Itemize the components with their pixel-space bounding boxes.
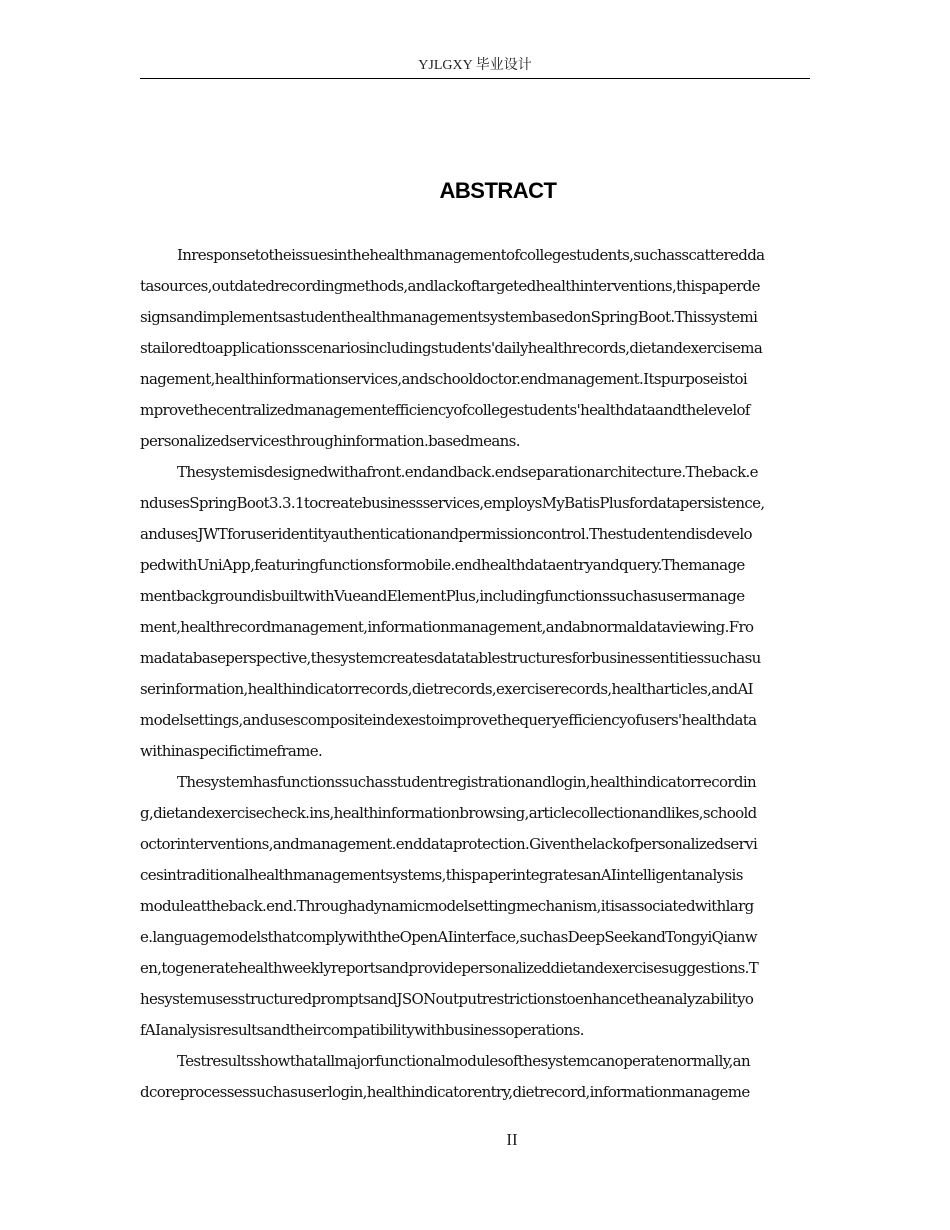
abstract-title: ABSTRACT	[439, 178, 557, 203]
paragraph-line: madatabaseperspective,thesystemcreatesdatatablestructuresforbusinessentitiessuchasu	[140, 649, 761, 667]
paragraph-line: cesintraditionalhealthmanagementsystems,thispaperintegratesanAIintelligentanalysis	[140, 866, 743, 884]
abstract-paragraph	[140, 1046, 812, 1108]
paragraph-line: Thesystemisdesignedwithafront.endandback.endseparationarchitecture.Theback.e	[177, 463, 758, 481]
paragraph-line: signsandimplementsastudenthealthmanagementsystembasedonSpringBoot.Thissystemi	[140, 308, 758, 326]
abstract-paragraph	[140, 240, 812, 457]
paragraph-line: ndusesSpringBoot3.3.1tocreatebusinessservices,employsMyBatisPlusfordatapersistence,	[140, 494, 765, 512]
paragraph-line: nagement,healthinformationservices,andschooldoctor.endmanagement.Itspurposeistoi	[140, 370, 748, 388]
paragraph-line: modelsettings,andusescompositeindexestoimprovethequeryefficiencyofusers'healthdata	[140, 711, 757, 729]
paragraph-line: fAIanalysisresultsandtheircompatibilitywithbusinessoperations.	[140, 1021, 584, 1039]
running-header-title: YJLGXY 毕业设计	[418, 58, 532, 73]
abstract-body	[140, 240, 812, 1108]
paragraph-line: personalizedservicesthroughinformation.basedmeans.	[140, 432, 520, 450]
paragraph-line: g,dietandexercisecheck.ins,healthinformationbrowsing,articlecollectionandlikes,schoold	[140, 804, 757, 822]
page-number: II	[506, 1130, 518, 1149]
paragraph-line: stailoredtoapplicationsscenariosincludingstudents'dailyhealthrecords,dietandexercisema	[140, 339, 763, 357]
paragraph-line: mentbackgroundisbuiltwithVueandElementPlus,includingfunctionssuchasusermanage	[140, 587, 745, 605]
paragraph-line: octorinterventions,andmanagement.enddataprotection.Giventhelackofpersonalizedservi	[140, 835, 758, 853]
paragraph-line: hesystemusesstructuredpromptsandJSONoutputrestrictionstoenhancetheanalyzabilityo	[140, 990, 754, 1008]
paragraph-line: moduleattheback.end.Throughadynamicmodelsettingmechanism,itisassociatedwithlarg	[140, 897, 754, 915]
paragraph-line: Thesystemhasfunctionssuchasstudentregistrationandlogin,healthindicatorrecordin	[177, 773, 757, 791]
paragraph-line: tasources,outdatedrecordingmethods,andlackoftargetedhealthinterventions,thispaperde	[140, 277, 760, 295]
paragraph-line: dcoreprocessessuchasuserlogin,healthindicatorentry,dietrecord,informationmanageme	[140, 1083, 750, 1101]
paragraph-line: withinaspecifictimeframe.	[140, 742, 323, 760]
abstract-paragraph	[140, 767, 812, 1046]
abstract-paragraph	[140, 457, 812, 767]
paragraph-line: ment,healthrecordmanagement,informationmanagement,andabnormaldataviewing.Fro	[140, 618, 754, 636]
paragraph-line: Testresultsshowthatallmajorfunctionalmodulesofthesystemcanoperatenormally,an	[177, 1052, 750, 1070]
paragraph-line: serinformation,healthindicatorrecords,dietrecords,exerciserecords,healtharticles,andAI	[140, 680, 753, 698]
paragraph-line: e.languagemodelsthatcomplywiththeOpenAIinterface,suchasDeepSeekandTongyiQianw	[140, 928, 757, 946]
paragraph-line: andusesJWTforuseridentityauthenticationandpermissioncontrol.Thestudentendisdevelo	[140, 525, 752, 543]
paragraph-line: Inresponsetotheissuesinthehealthmanagementofcollegestudents,suchasscatteredda	[177, 246, 765, 264]
running-header	[140, 55, 810, 79]
paragraph-line: mprovethecentralizedmanagementefficiencyofcollegestudents'healthdataandthelevelof	[140, 401, 750, 419]
paragraph-line: en,togeneratehealthweeklyreportsandprovidepersonalizeddietandexercisesuggestions.T	[140, 959, 759, 977]
paragraph-line: pedwithUniApp,featuringfunctionsformobile.endhealthdataentryandquery.Themanage	[140, 556, 745, 574]
